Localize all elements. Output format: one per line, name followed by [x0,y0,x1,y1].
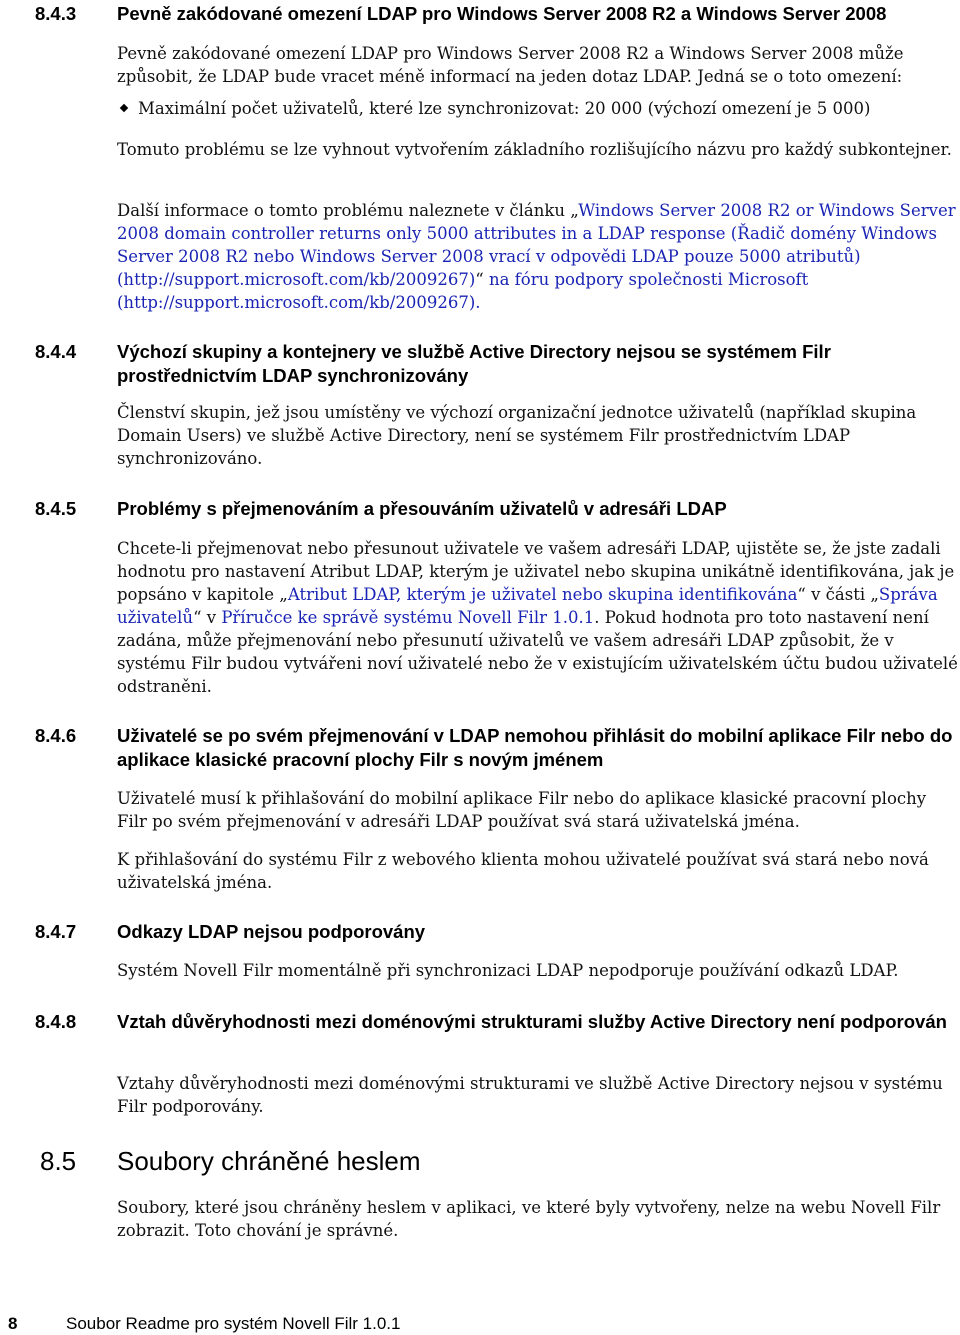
text: Další informace o tomto problému naleznete v článku [117,201,571,220]
paragraph: Členství skupin, jež jsou umístěny ve výchozí organizační jednotce uživatelů (například skupina Domain Users) ve službě Active Directory, není se systémem Filr prostřednictvím LDAP synchronizováno. [117,403,917,468]
heading-8-4-7 [35,920,955,944]
heading-8-4-5 [35,497,955,521]
paragraph-with-links [117,537,959,698]
paragraph: Uživatelé musí k přihlašování do mobilní aplikace Filr nebo do aplikace klasické pracovní plochy Filr po svém přejmenování v adresáři LDAP používat svá stará uživatelská jména. [117,789,927,831]
list-item-text: Maximální počet uživatelů, které lze synchronizovat: 20 000 (výchozí omezení je 5 000) [138,99,871,118]
section-number: 8.4.3 [35,3,77,24]
paragraph: Pevně zakódované omezení LDAP pro Windows Server 2008 R2 a Windows Server 2008 může způsobit, že LDAP bude vracet méně informací na jeden dotaz LDAP. Jedná se o toto omezení: [117,44,904,86]
text: , jak je popsáno v kapitole „ [117,562,955,604]
section-title: Uživatelé se po svém přejmenování v LDAP nemohou přihlásit do mobilní aplikace Filr nebo do aplikace klasické pracovní plochy Filr s novým jménem [117,725,953,770]
section-number: 8.5 [40,1146,77,1176]
paragraph: Soubory, které jsou chráněny heslem v aplikaci, ve které byly vytvořeny, nelze na webu Novell Filr zobrazit. Toto chování je správné. [117,1198,941,1240]
footer-title: Soubor Readme pro systém Novell Filr 1.0.1 [66,1314,401,1333]
heading-8-5 [35,1146,955,1176]
section-title: Odkazy LDAP nejsou podporovány [117,921,426,942]
paragraph-with-links [117,199,959,314]
page-footer [8,1313,948,1335]
section-title: Pevně zakódované omezení LDAP pro Windows Server 2008 R2 a Windows Server 2008 [117,3,887,24]
kb-article-link[interactable]: Windows Server 2008 R2 or Windows Server 2008 domain controller returns only 5000 attributes in a LDAP response (Řadič domény Windows Server 2008 R2 nebo Windows Server 2008 vrací v odpovědi LDAP pouze 5000 atributů) (http://support.microsoft.com/kb/2009267) [117,201,956,289]
section-number: 8.4.7 [35,921,77,942]
quote-close: “ [475,270,489,289]
page-number: 8 [8,1314,18,1333]
text: Chcete-li přejmenovat nebo přesunout uživatele ve vašem adresáři LDAP, ujistěte se, že jste zadali hodnotu pro nastavení [117,539,941,581]
section-title: Vztah důvěryhodnosti mezi doménovými strukturami služby Active Directory není podporován [117,1011,947,1032]
section-number: 8.4.5 [35,498,77,519]
text: “ v [193,608,222,627]
bullet-icon [120,104,128,112]
user-management-link[interactable]: Správa uživatelů [117,585,938,627]
list-item [138,97,938,120]
paragraph: K přihlašování do systému Filr z webového klienta mohou uživatelé používat svá stará nebo nová uživatelská jména. [117,850,929,892]
section-title: Soubory chráněné heslem [117,1146,421,1176]
paragraph: Systém Novell Filr momentálně při synchronizaci LDAP nepodporuje používání odkazů LDAP. [117,961,899,980]
heading-8-4-6 [35,724,955,772]
section-number: 8.4.4 [35,341,77,362]
ldap-attribute-link[interactable]: Atribut LDAP, kterým je uživatel nebo skupina identifikována [287,585,798,604]
text: “ v části „ [797,585,879,604]
paragraph: Tomuto problému se lze vyhnout vytvořením základního rozlišujícího názvu pro každý subkontejner. [117,140,952,159]
section-title: Problémy s přejmenováním a přesouváním uživatelů v adresáři LDAP [117,498,727,519]
quote-open: „ [570,201,579,220]
section-number: 8.4.6 [35,725,77,746]
text: . Pokud hodnota pro toto nastavení není zadána, může přejmenování nebo přesunutí uživatelů ve vašem adresáři LDAP způsobit, že v systému Filr budou vytvářeni noví uživatelé nebo že v existujícím uživatelském účtu budou uživatelé odstraněni. [117,608,958,696]
section-title: Výchozí skupiny a kontejnery ve službě Active Directory nejsou se systémem Filr prostřednictvím LDAP synchronizovány [117,341,831,386]
section-number: 8.4.8 [35,1011,77,1032]
microsoft-support-link[interactable]: na fóru podpory společnosti Microsoft (http://support.microsoft.com/kb/2009267). [117,270,809,312]
heading-8-4-4 [35,340,955,388]
heading-8-4-8 [35,1010,955,1034]
admin-guide-link[interactable]: Příručce ke správě systému Novell Filr 1.0.1 [221,608,595,627]
paragraph: Vztahy důvěryhodnosti mezi doménovými strukturami ve službě Active Directory nejsou v systému Filr podporovány. [117,1074,943,1116]
heading-8-4-3 [35,2,955,26]
setting-name: Atribut LDAP, kterým je uživatel nebo skupina unikátně identifikována [310,562,899,581]
